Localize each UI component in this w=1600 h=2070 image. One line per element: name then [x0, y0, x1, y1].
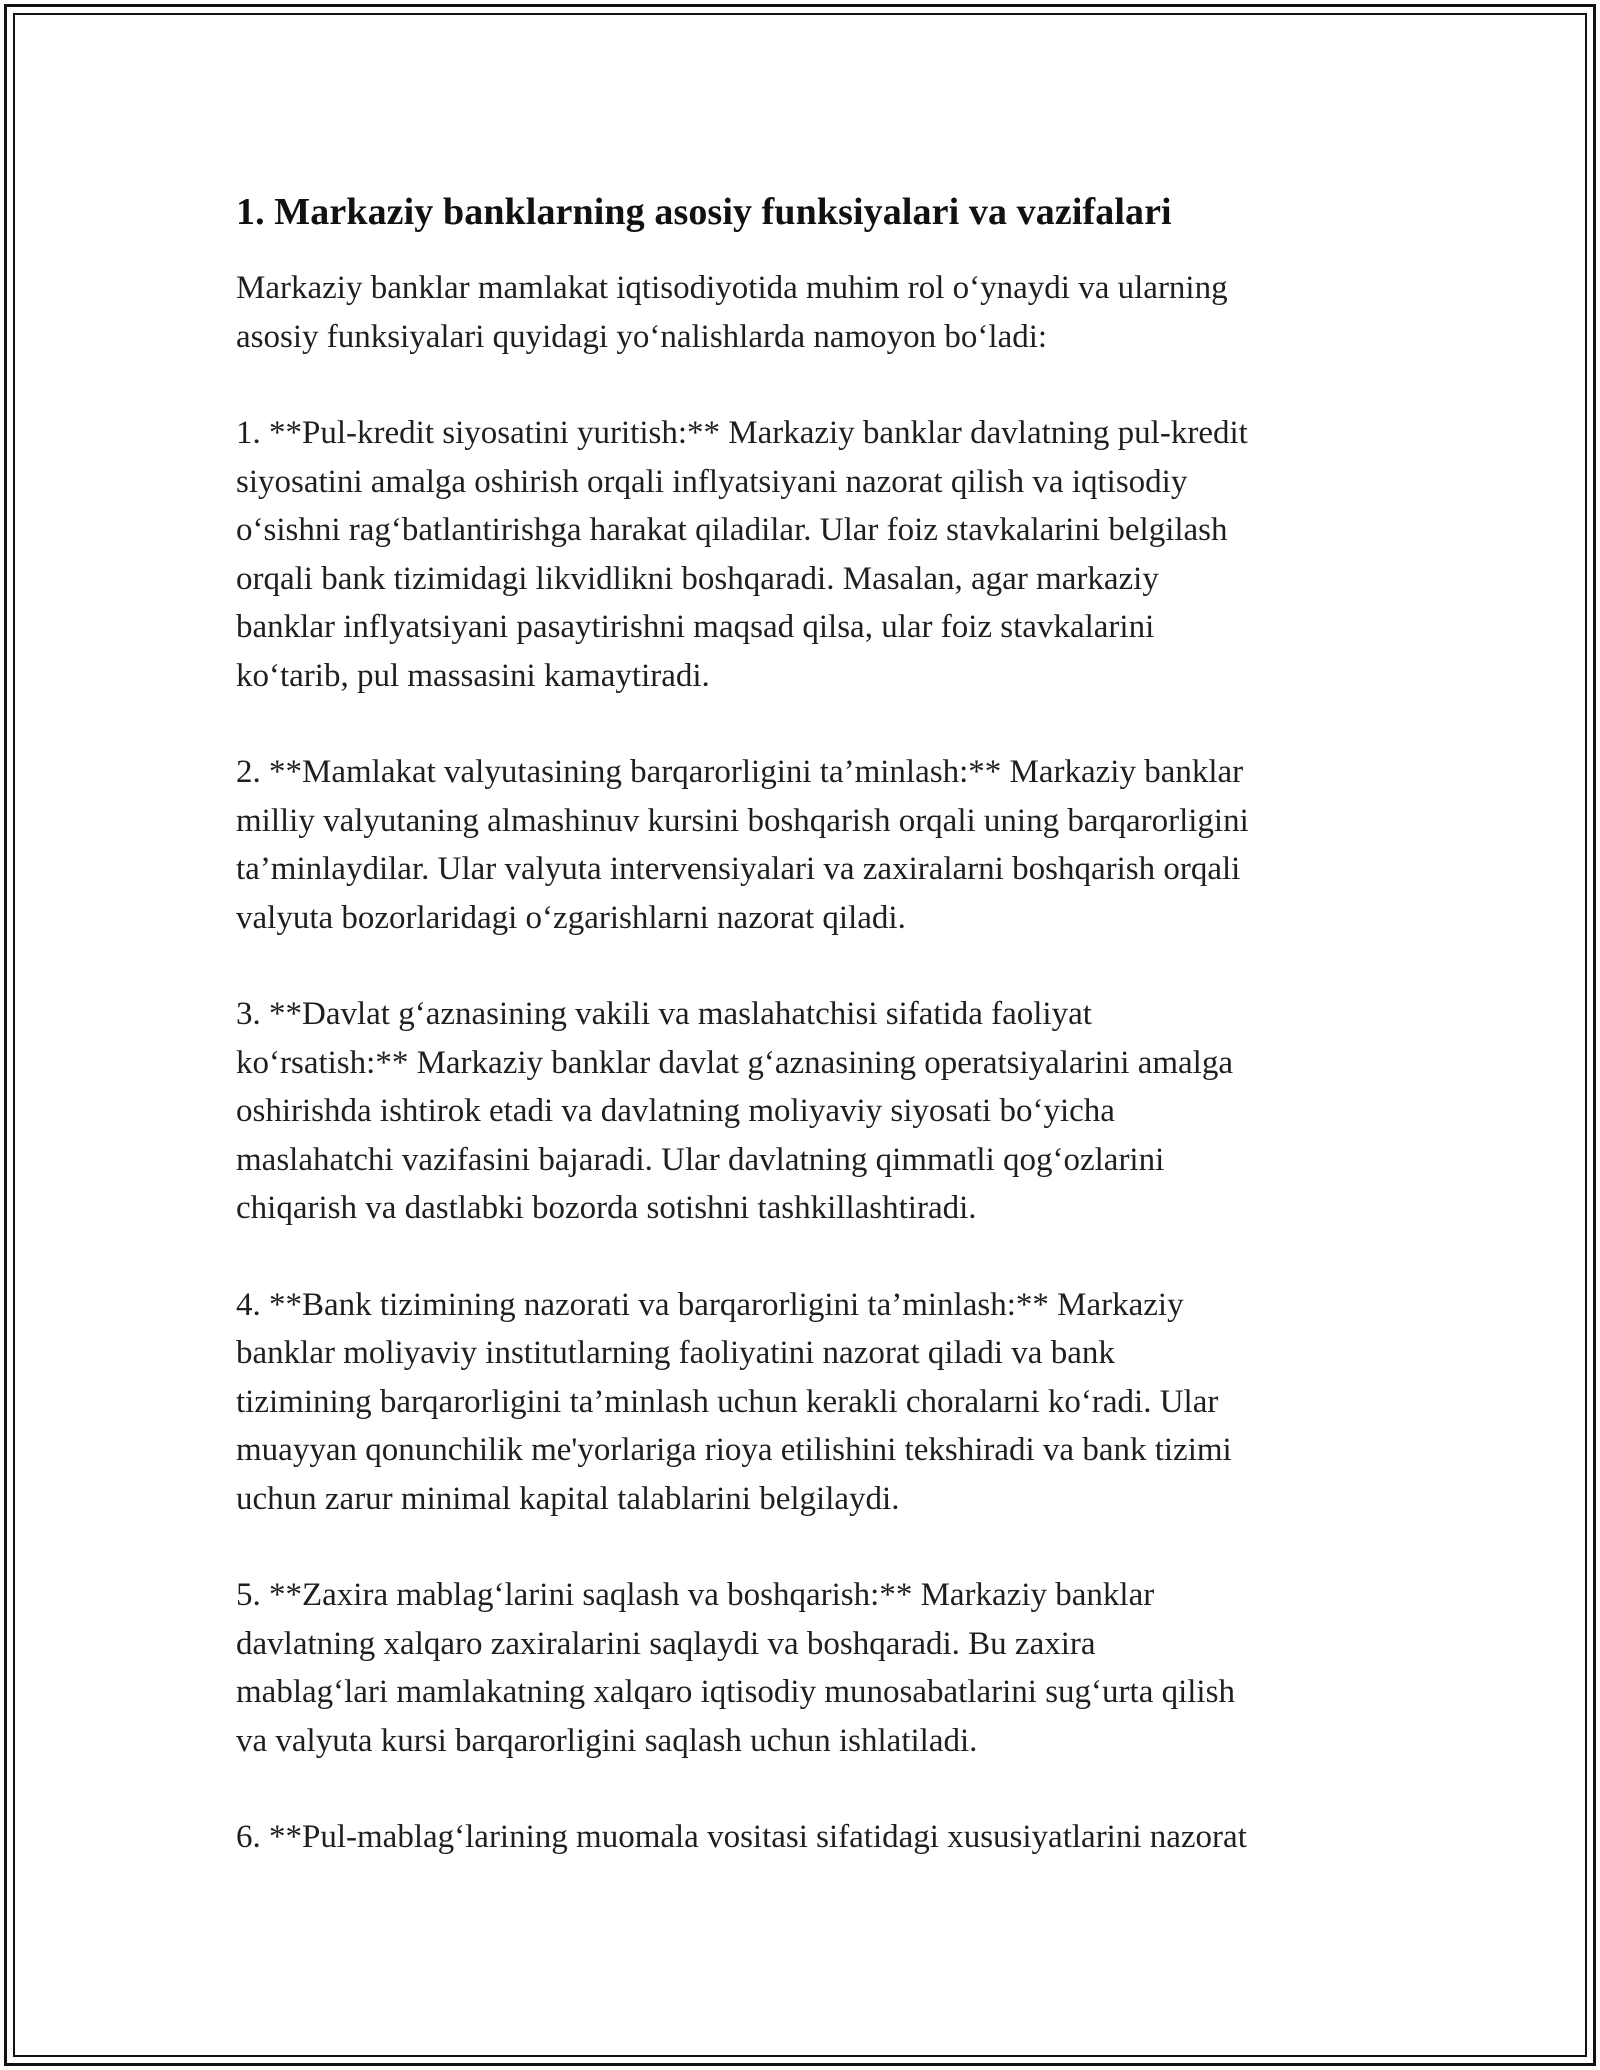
text-line: 5. **Zaxira mablag‘larini saqlash va boshqarish:** Markaziy banklar: [236, 1577, 1155, 1613]
paragraph-list: [236, 264, 1366, 1862]
section-heading: 1. Markaziy banklarning asosiy funksiyalari va vazifalari: [236, 191, 1172, 233]
paragraph-item-2: [236, 748, 1366, 942]
text-line: ko‘tarib, pul massasini kamaytiradi.: [236, 657, 710, 694]
text-line: siyosatini amalga oshirish orqali inflyatsiyani nazorat qilish va iqtisodiy: [236, 463, 1188, 500]
text-line: 6. **Pul-mablag‘larining muomala vositasi sifatidagi xususiyatlarini nazorat: [236, 1819, 1247, 1855]
text-line: chiqarish va dastlabki bozorda sotishni tashkillashtiradi.: [236, 1190, 977, 1226]
text-line: uchun zarur minimal kapital talablarini belgilaydi.: [236, 1480, 900, 1517]
paragraph-item-1: [236, 409, 1366, 700]
text-line: mablag‘lari mamlakatning xalqaro iqtisodiy munosabatlarini sug‘urta qilish: [236, 1674, 1235, 1710]
text-line: 3. **Davlat g‘aznasining vakili va maslahatchisi sifatida faoliyat: [236, 996, 1092, 1032]
text-line: o‘sishni rag‘batlantirishga harakat qiladilar. Ular foiz stavkalarini belgilash: [236, 512, 1228, 548]
text-line: ta’minlaydilar. Ular valyuta intervensiyalari va zaxiralarni boshqarish orqali: [236, 851, 1241, 887]
text-line: banklar inflyatsiyani pasaytirishni maqsad qilsa, ular foiz stavkalarini: [236, 609, 1155, 645]
text-line: 4. **Bank tizimining nazorati va barqarorligini ta’minlash:** Markaziy: [236, 1286, 1184, 1323]
text-line: 2. **Mamlakat valyutasining barqarorligini ta’minlash:** Markaziy banklar: [236, 754, 1244, 790]
text-line: ko‘rsatish:** Markaziy banklar davlat g‘aznasining operatsiyalarini amalga: [236, 1044, 1233, 1081]
text-line: muayyan qonunchilik me'yorlariga rioya etilishini tekshiradi va bank tizimi: [236, 1432, 1232, 1468]
text-line: asosiy funksiyalari quyidagi yo‘nalishlarda namoyon bo‘ladi:: [236, 318, 1048, 355]
paragraph-item-4: [236, 1281, 1366, 1524]
document-body: [236, 186, 1366, 1910]
text-line: orqali bank tizimidagi likvidlikni boshqaradi. Masalan, agar markaziy: [236, 560, 1159, 597]
text-line: tizimining barqarorligini ta’minlash uchun kerakli choralarni ko‘radi. Ular: [236, 1383, 1219, 1420]
text-line: Markaziy banklar mamlakat iqtisodiyotida muhim rol o‘ynaydi va ularning: [236, 270, 1228, 306]
paragraph-intro: [236, 264, 1366, 361]
text-line: banklar moliyaviy institutlarning faoliyatini nazorat qiladi va bank: [236, 1335, 1115, 1371]
paragraph-item-3: [236, 990, 1366, 1233]
text-line: va valyuta kursi barqarorligini saqlash uchun ishlatiladi.: [236, 1722, 978, 1759]
text-line: maslahatchi vazifasini bajaradi. Ular davlatning qimmatli qog‘ozlarini: [236, 1141, 1165, 1178]
text-line: 1. **Pul-kredit siyosatini yuritish:** Markaziy banklar davlatning pul-kredit: [236, 415, 1248, 451]
paragraph-item-5: [236, 1571, 1366, 1765]
text-line: milliy valyutaning almashinuv kursini boshqarish orqali uning barqarorligini: [236, 802, 1249, 839]
text-line: oshirishda ishtirok etadi va davlatning moliyaviy siyosati bo‘yicha: [236, 1093, 1115, 1129]
paragraph-item-6: [236, 1813, 1366, 1862]
text-line: valyuta bozorlaridagi o‘zgarishlarni nazorat qiladi.: [236, 899, 906, 936]
text-line: davlatning xalqaro zaxiralarini saqlaydi va boshqaradi. Bu zaxira: [236, 1625, 1096, 1662]
